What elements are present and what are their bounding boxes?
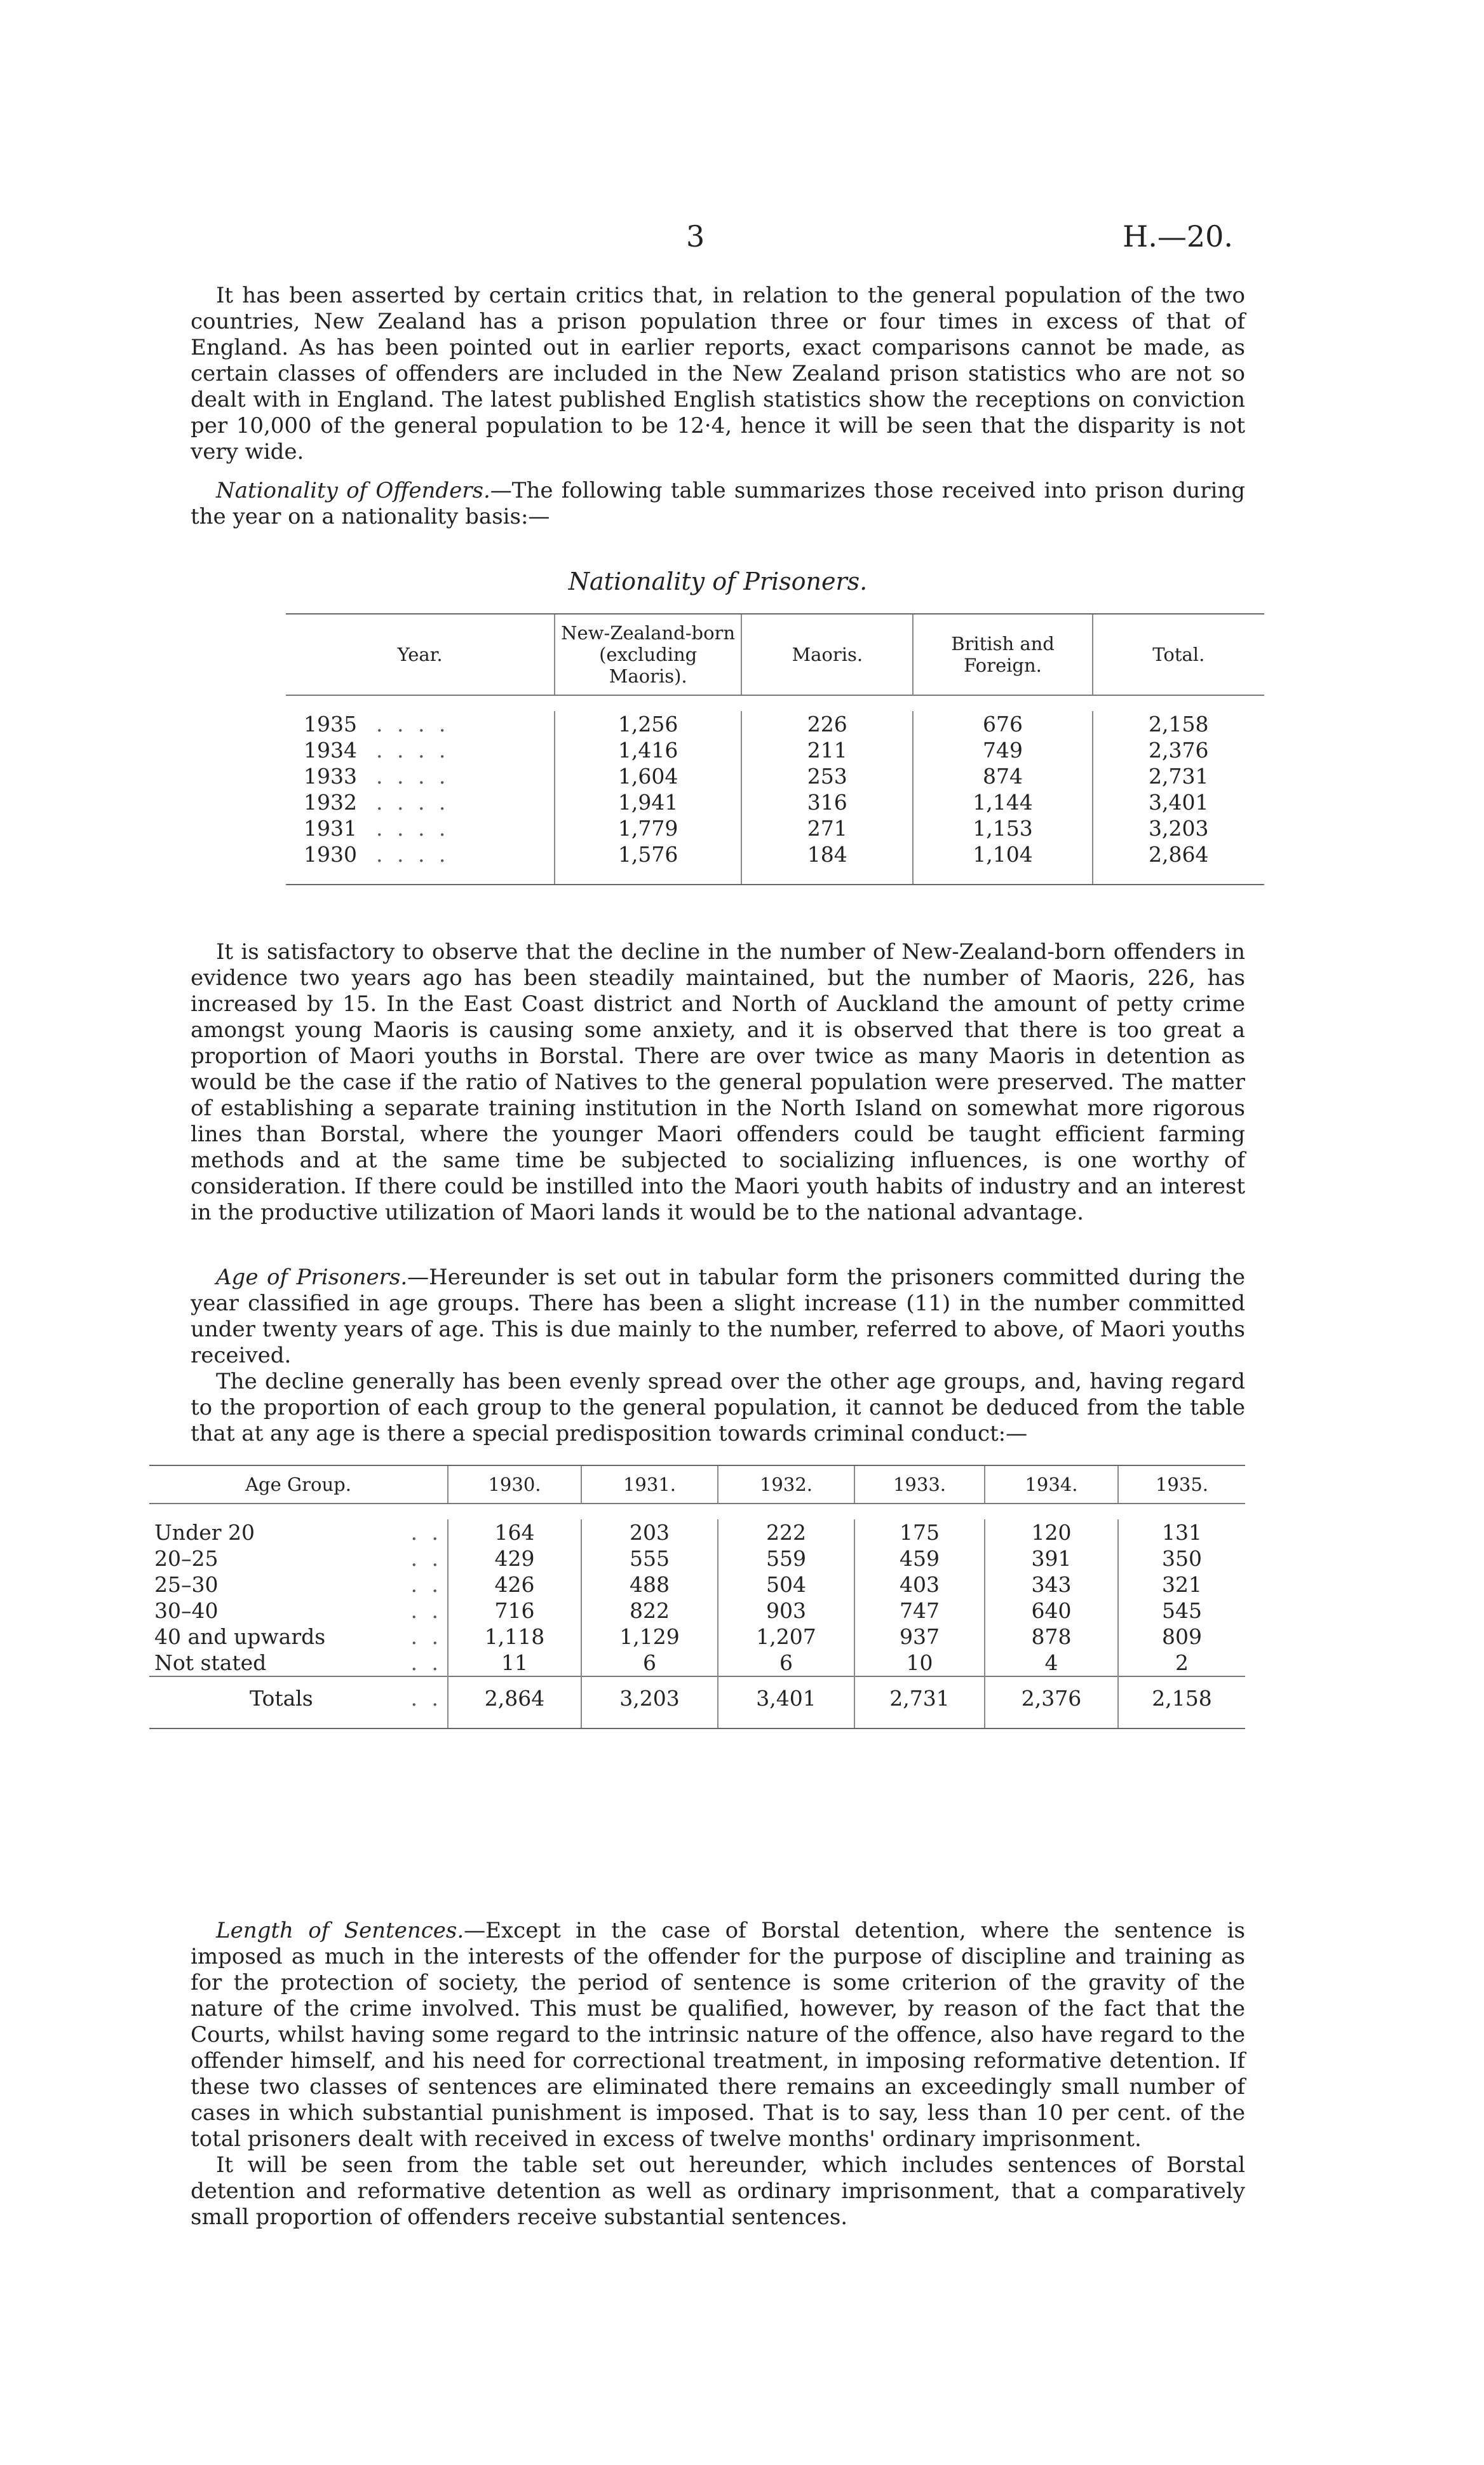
leader-dots: . . . . — [375, 816, 450, 841]
year-value: 1930 — [304, 842, 357, 867]
age-value-cell: 559 — [718, 1545, 854, 1572]
page-number: 3 — [686, 219, 705, 254]
age-value-cell: 555 — [581, 1545, 718, 1572]
age-value-cell: 937 — [854, 1624, 985, 1650]
nz-cell: 1,256 — [555, 711, 741, 737]
age-value-cell: 747 — [854, 1598, 985, 1624]
table-header-row — [149, 1465, 1245, 1504]
leader-dots: . . — [410, 1546, 442, 1571]
total-value-cell: 2,158 — [1118, 1676, 1245, 1711]
column-header: Maoris. — [741, 614, 913, 695]
age-value-cell: 343 — [985, 1572, 1118, 1598]
age-group-cell — [149, 1598, 448, 1624]
table-row — [286, 815, 1264, 841]
paragraph-age-intro — [191, 1265, 1245, 1369]
table-row — [149, 1572, 1245, 1598]
total-value-cell: 2,376 — [985, 1676, 1118, 1711]
age-group-label: Not stated — [154, 1650, 267, 1675]
leader-dots: . . — [410, 1572, 442, 1597]
table-row — [149, 1519, 1245, 1545]
paragraph-age-decline: The decline generally has been evenly spread over the other age groups, and, having regard to the proportion of each group to the general population, it cannot be deduced from the table that at any age is there a special predisposition towards criminal conduct:— — [191, 1369, 1245, 1446]
nz-cell: 1,576 — [555, 841, 741, 867]
leader-dots: . . . . — [375, 842, 450, 867]
totals-label-cell — [149, 1676, 448, 1711]
total-cell: 3,401 — [1093, 789, 1264, 815]
table-row — [286, 841, 1264, 867]
maori-cell: 316 — [741, 789, 913, 815]
column-header: 1930. — [448, 1465, 581, 1504]
leader-dots: . . — [410, 1520, 442, 1545]
year-value: 1931 — [304, 816, 357, 841]
nz-cell: 1,941 — [555, 789, 741, 815]
year-cell — [286, 815, 555, 841]
column-header: Year. — [286, 614, 555, 695]
paragraph-text: —The following table summarizes those received into prison during the year on a nationality basis:— — [191, 478, 1245, 529]
total-value-cell: 2,731 — [854, 1676, 985, 1711]
age-value-cell: 545 — [1118, 1598, 1245, 1624]
paragraph-maori-offenders: It is satisfactory to observe that the decline in the number of New-Zealand-born offenders in evidence two years ago has been steadily maintained, but the number of Maoris, 226, has increased by 15. In the East Coast district and North of Auckland the amount of petty crime amongst young Maoris is causing some anxiety, and it is observed that there is too great a proportion of Maori youths in Borstal. There are over twice as many Maoris in detention as would be the case if the ratio of Natives to the general population were preserved. The matter of establishing a separate training institution in the North Island on somewhat more rigorous lines than Borstal, where the younger Maori offenders could be taught efficient farming methods and at the same time be subjected to socializing influences, is one worthy of consideration. If there could be instilled into the Maori youth habits of industry and an interest in the productive utilization of Maori lands it would be to the national advantage. — [191, 939, 1245, 1225]
leader-dots: . . . . — [375, 712, 450, 737]
column-header: Age Group. — [149, 1465, 448, 1504]
age-value-cell: 878 — [985, 1624, 1118, 1650]
age-value-cell: 350 — [1118, 1545, 1245, 1572]
age-value-cell: 164 — [448, 1519, 581, 1545]
paragraph-substantial-sentences: It will be seen from the table set out hereunder, which includes sentences of Borstal detention and reformative detention as well as ordinary imprisonment, that a comparatively small proportion of offenders receive substantial sentences. — [191, 2152, 1245, 2230]
age-group-label: 20–25 — [154, 1546, 219, 1571]
section-heading-age: Age of Prisoners. — [216, 1265, 408, 1290]
age-value-cell: 403 — [854, 1572, 985, 1598]
age-value-cell: 222 — [718, 1519, 854, 1545]
leader-dots: . . . . — [375, 738, 450, 763]
total-value-cell: 3,401 — [718, 1676, 854, 1711]
total-cell: 3,203 — [1093, 815, 1264, 841]
table-row — [149, 1545, 1245, 1572]
nz-cell: 1,779 — [555, 815, 741, 841]
age-group-cell — [149, 1650, 448, 1676]
column-header: 1934. — [985, 1465, 1118, 1504]
age-value-cell: 321 — [1118, 1572, 1245, 1598]
age-group-cell — [149, 1572, 448, 1598]
column-header: New-Zealand-born (excluding Maoris). — [555, 614, 741, 695]
table-row — [286, 711, 1264, 737]
paragraph-nationality-intro — [191, 478, 1245, 530]
age-value-cell: 1,118 — [448, 1624, 581, 1650]
age-value-cell: 6 — [718, 1650, 854, 1676]
total-cell: 2,158 — [1093, 711, 1264, 737]
age-value-cell: 6 — [581, 1650, 718, 1676]
year-value: 1934 — [304, 738, 357, 763]
year-cell — [286, 789, 555, 815]
age-value-cell: 716 — [448, 1598, 581, 1624]
age-value-cell: 391 — [985, 1545, 1118, 1572]
age-group-table — [149, 1465, 1245, 1729]
british-cell: 676 — [913, 711, 1092, 737]
age-value-cell: 4 — [985, 1650, 1118, 1676]
nz-cell: 1,416 — [555, 737, 741, 763]
table-row — [286, 737, 1264, 763]
maori-cell: 211 — [741, 737, 913, 763]
age-value-cell: 429 — [448, 1545, 581, 1572]
paragraph-text: —Hereunder is set out in tabular form the prisoners committed during the year classified in age groups. There has been a slight increase (11) in the number committed under twenty years of age. This is due mainly to the number, referred to above, of Maori youths received. — [191, 1265, 1245, 1368]
nationality-table-title: Nationality of Prisoners. — [568, 567, 868, 595]
age-group-cell — [149, 1545, 448, 1572]
age-value-cell: 120 — [985, 1519, 1118, 1545]
age-group-label: Under 20 — [154, 1520, 255, 1545]
leader-dots: . . — [410, 1598, 442, 1623]
column-header: 1931. — [581, 1465, 718, 1504]
age-value-cell: 822 — [581, 1598, 718, 1624]
maori-cell: 184 — [741, 841, 913, 867]
age-group-cell — [149, 1519, 448, 1545]
leader-dots: . . . . — [375, 764, 450, 789]
age-value-cell: 11 — [448, 1650, 581, 1676]
age-value-cell: 426 — [448, 1572, 581, 1598]
age-value-cell: 175 — [854, 1519, 985, 1545]
table-row — [149, 1624, 1245, 1650]
british-cell: 1,144 — [913, 789, 1092, 815]
totals-row — [149, 1676, 1245, 1711]
year-cell — [286, 763, 555, 789]
age-value-cell: 1,207 — [718, 1624, 854, 1650]
total-cell: 2,376 — [1093, 737, 1264, 763]
section-heading-length: Length of Sentences. — [216, 1918, 464, 1943]
age-value-cell: 488 — [581, 1572, 718, 1598]
nationality-table — [286, 613, 1264, 885]
british-cell: 874 — [913, 763, 1092, 789]
total-cell: 2,864 — [1093, 841, 1264, 867]
column-header: Total. — [1093, 614, 1264, 695]
paragraph-critics: It has been asserted by certain critics that, in relation to the general population of the two countries, New Zealand has a prison population three or four times in excess of that of England. As has been pointed out in earlier reports, exact comparisons cannot be made, as certain classes of offenders are included in the New Zealand prison statistics who are not so dealt with in England. The latest published English statistics show the receptions on conviction per 10,000 of the general population to be 12·4, hence it will be seen that the disparity is not very wide. — [191, 283, 1245, 465]
paragraph-text: —Except in the case of Borstal detention, where the sentence is imposed as much in the interests of the offender for the purpose of discipline and training as for the protection of society, the period of sentence is some criterion of the gravity of the nature of the crime involved. This must be qualified, however, by reason of the fact that the Courts, whilst having some regard to the intrinsic nature of the offence, also have regard to the offender himself, and his need for correctional treatment, in imposing reformative detention. If these two classes of sentences are eliminated there remains an exceedingly small number of cases in which substantial punishment is imposed. That is to say, less than 10 per cent. of the total prisoners dealt with received in excess of twelve months' ordinary imprisonment. — [191, 1918, 1245, 2152]
age-value-cell: 504 — [718, 1572, 854, 1598]
age-value-cell: 459 — [854, 1545, 985, 1572]
age-value-cell: 903 — [718, 1598, 854, 1624]
table-row — [149, 1650, 1245, 1676]
leader-dots: . . — [410, 1686, 442, 1711]
section-heading-nationality: Nationality of Offenders. — [216, 478, 490, 503]
leader-dots: . . . . — [375, 790, 450, 815]
column-header: British and Foreign. — [913, 614, 1092, 695]
column-header: 1933. — [854, 1465, 985, 1504]
age-value-cell: 640 — [985, 1598, 1118, 1624]
total-cell: 2,731 — [1093, 763, 1264, 789]
leader-dots: . . — [410, 1650, 442, 1675]
maori-cell: 253 — [741, 763, 913, 789]
year-cell — [286, 841, 555, 867]
british-cell: 749 — [913, 737, 1092, 763]
british-cell: 1,104 — [913, 841, 1092, 867]
paragraph-length-sentences — [191, 1918, 1245, 2152]
age-value-cell: 1,129 — [581, 1624, 718, 1650]
table-row — [286, 789, 1264, 815]
year-cell — [286, 737, 555, 763]
age-value-cell: 10 — [854, 1650, 985, 1676]
column-header: 1935. — [1118, 1465, 1245, 1504]
age-value-cell: 2 — [1118, 1650, 1245, 1676]
age-group-label: 40 and upwards — [154, 1624, 326, 1649]
age-group-label: 25–30 — [154, 1572, 219, 1597]
year-cell — [286, 711, 555, 737]
age-value-cell: 203 — [581, 1519, 718, 1545]
maori-cell: 271 — [741, 815, 913, 841]
british-cell: 1,153 — [913, 815, 1092, 841]
table-header-row — [286, 614, 1264, 695]
total-value-cell: 2,864 — [448, 1676, 581, 1711]
table-row — [149, 1598, 1245, 1624]
maori-cell: 226 — [741, 711, 913, 737]
year-value: 1933 — [304, 764, 357, 789]
total-value-cell: 3,203 — [581, 1676, 718, 1711]
totals-label: Totals — [250, 1686, 313, 1711]
year-value: 1935 — [304, 712, 357, 737]
age-value-cell: 131 — [1118, 1519, 1245, 1545]
age-group-cell — [149, 1624, 448, 1650]
document-code: H.—20. — [1123, 219, 1233, 254]
table-row — [286, 763, 1264, 789]
year-value: 1932 — [304, 790, 357, 815]
nz-cell: 1,604 — [555, 763, 741, 789]
column-header: 1932. — [718, 1465, 854, 1504]
leader-dots: . . — [410, 1624, 442, 1649]
age-value-cell: 809 — [1118, 1624, 1245, 1650]
age-group-label: 30–40 — [154, 1598, 219, 1623]
